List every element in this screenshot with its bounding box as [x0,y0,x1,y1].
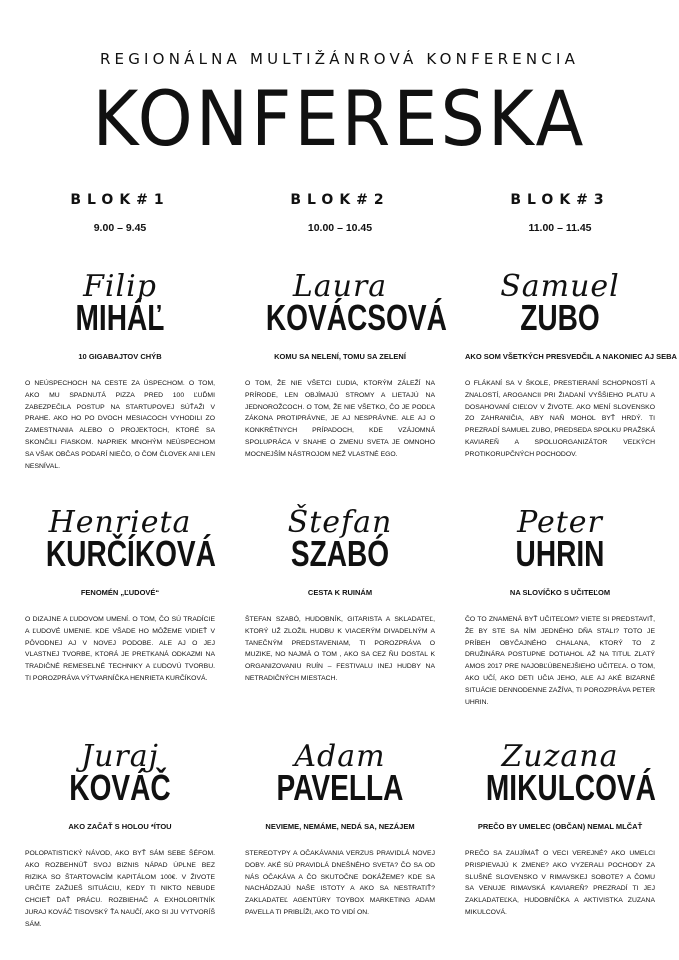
event-title: KONFERESKA [92,74,587,164]
block-label: BLOK#1 [70,192,170,208]
speaker-last-name: SZABÓ [290,533,390,574]
speaker-first-name: Juraj [81,739,159,774]
talk-description: O TOM, ŽE NIE VŠETCI ĽUDIA, KTORÝM ZÁLEŽÍ NA PRÍRODE, LEN OBJÍMAJÚ STROMY A LIETAJÚ NA JEDNOROŽCOCH. O TOM, ŽE NIE VŠETKO, ČO JE PODĽA ZÁKONA PROTIPRÁVNE, JE AJ NESPRÁVNE. ALE AJ O KONKRÉTNYCH PRÍPADOCH, KDE VZÁJOMNÁ SPOLUPRÁCA V SNAHE O ZMENU SVETA JE OMNOHO MOCNEJŠÍM NÁSTROJOM NEŽ VLASTNÉ EGO. [245,380,435,458]
speaker-zuzana-mikulcova [465,739,656,832]
talk-description: O DIZAJNE A ĽUDOVOM UMENÍ. O TOM, ČO SÚ TRADÍCIE A ĽUDOVÉ UMENIE. KDE VŠADE HO MÔŽEME VIDIEŤ V PÔVODNEJ AJ V NOVEJ PODOBE. ALE AJ O JEJ VLASTNEJ TVORBE, KTORÁ JE PRETKANÁ ODKAZMI NA TRADIČNÉ REMESELNÉ TECHNIKY A ĽUDOVÚ TVORBU. TI POROZPRÁVA VÝTVARNÍČKA HENRIETA KURČÍKOVÁ. [25,616,215,682]
talk-topic: AKO SOM VŠETKÝCH PRESVEDČIL A NAKONIEC AJ SEBA [465,352,677,361]
block-2-header [250,192,430,234]
speaker-last-name: MIKULCOVÁ [485,767,656,808]
speaker-first-name: Filip [83,269,157,304]
speaker-first-name: Štefan [287,505,393,540]
talk-topic: PREČO BY UMELEC (OBČAN) NEMAL MLČAŤ [477,822,643,831]
talk-description: ČO TO ZNAMENÁ BYŤ UČITEĽOM? VIETE SI PREDSTAVIŤ, ŽE BY STE SA NÍM JEDNÉHO DŇA STALI? TOTO JE PRÍBEH OBYČAJNÉHO CHALANA, KTORÝ TO Z DRUŽINÁRA POSTUPNE DOTIAHOL AŽ NA TITUL ZLATÝ AMOS 2017 PRE NAJOBĽÚBENEJŠIEHO UČITEĽA. O TOM, AKO UČÍ, AKO DETI UČIA JEHO, ALE AJ AKÉ BIZARNÉ SITUÁCIE DENNODENNE ZAŽÍVA, TI POROZPRÁVA PETER UHRIN. [465,616,655,706]
talk-topic: 10 GIGABAJTOV CHÝB [78,352,162,361]
speaker-last-name: MIHÁĽ [75,297,165,338]
event-subtitle: REGIONÁLNA MULTIŽÁNROVÁ KONFERENCIA [99,50,580,68]
speaker-first-name: Laura [292,269,388,304]
speaker-last-name: UHRIN [515,533,605,574]
speaker-last-name: KURČÍKOVÁ [45,533,216,574]
speaker-henrieta-kurcikova [25,505,216,598]
speaker-peter-uhrin [465,505,655,598]
speaker-first-name: Zuzana [501,739,619,774]
talk-topic: CESTA K RUINÁM [307,588,373,597]
talk-description: STEREOTYPY A OČAKÁVANIA VERZUS PRAVIDLÁ NOVEJ DOBY. AKÉ SÚ PRAVIDLÁ DNEŠNÉHO SVETA? ČO SA OD NÁS OČAKÁVA A ČO SKUTOČNE DOKÁŽEME? KDE SA NACHÁDZAJÚ NAŠE ISTOTY A AKO SA NESTRATIŤ? ZAKLADATEĽ AGENTÚRY TOYBOX MARKETING ADAM PAVELLA TI PRIBLÍŽI, AKO TO VIDÍ ON. [245,850,435,916]
talk-topic: NEVIEME, NEMÁME, NEDÁ SA, NEZÁJEM [265,822,415,831]
block-label: BLOK#3 [510,192,610,208]
talk-topic: NA SLOVÍČKO S UČITEĽOM [509,588,611,597]
talk-description: POLOPATISTICKÝ NÁVOD, AKO BYŤ SÁM SEBE ŠÉFOM. AKO ROZBEHNÚŤ SVOJ BIZNIS NÁPAD ÚPLNE BEZ RIZIKA SO ŠTARTOVACÍM KAPITÁLOM 100€. V ŽIVOTE URČITE ZAŽIJEŠ SITUÁCIU, KEDY TI NIKTO NEBUDE CHCIEŤ DAŤ PRÁCU. ROZBIEHAČ A EXHOLORITNÍK JURAJ KOVÁČ TISOVSKÝ ŤA NAUČÍ, AKO SI JU VYTVORÍŠ SÁM. [25,850,215,928]
speaker-last-name: KOVÁČ [69,767,171,808]
speaker-first-name: Adam [294,739,386,774]
speaker-adam-pavella [245,739,435,832]
talk-topic: FENOMÉN „ĽUDOVÉ“ [80,588,160,597]
talk-description: O NEÚSPECHOCH NA CESTE ZA ÚSPECHOM. O TOM, AKO MU SPADNUTÁ PIZZA PRED 100 ĽUĎMI ZABEZPEČILA POSTUP NA STARTUPOVEJ SÚŤAŽI V PRAHE. AKO HO PO DVOCH MESIACOCH VYHODILI ZO ZAMESTNANIA ALEBO O PROJEKTOCH, KTORÉ SA SKONČILI FIASKOM. NAPRIEK MNOHÝM NEÚSPECHOM SA VŠAK OBČAS PODARÍ NIEČO, O ČOM ČLOVEK ANI LEN NESNÍVAL. [25,380,215,470]
talk-topic: KOMU SA NELENÍ, TOMU SA ZELENÍ [274,352,406,361]
block-time: 11.00 – 11.45 [528,222,592,234]
block-3-header [470,192,650,234]
speaker-last-name: KOVÁCSOVÁ [265,297,447,338]
speaker-last-name: ZUBO [520,297,600,338]
block-label: BLOK#2 [290,192,390,208]
speaker-filip-mihal [25,269,215,362]
talk-topic: AKO ZAČAŤ S HOLOU *ÍTOU [68,822,172,831]
block-1-header [30,192,210,234]
speaker-samuel-zubo [465,269,677,362]
speaker-juraj-kovac [25,739,215,832]
talk-description: PREČO SA ZAUJÍMAŤ O VECI VEREJNÉ? AKO UMELCI PRISPIEVAJÚ K ZMENE? AKO VYZERALI POCHODY ZA SLUŠNÉ SLOVENSKO V RIMAVSKEJ SOBOTE? A ČOMU SA VENUJE RIMAVSKÁ KAVIAREŇ? PREZRADÍ TI JEJ ZAKLADATEĽKA, HUDOBNÍČKA A AKTIVISTKA ZUZANA MIKULCOVÁ. [465,850,655,916]
speaker-stefan-szabo [245,505,435,598]
speaker-first-name: Peter [517,505,603,540]
speaker-first-name: Henrieta [48,505,192,540]
block-time: 9.00 – 9.45 [93,222,147,234]
talk-description: O FLÁKANÍ SA V ŠKOLE, PRESTIERANÍ SCHOPNOSTÍ A ZNALOSTÍ, AROGANCII PRI ŽIADANÍ VYŠŠIEHO PLATU A DOSAHOVANÍ CIEĽOV V ŽIVOTE. AKO MENÍ SLOVENSKO ZO ZAHRANIČIA, ABY NAŇ MOHOL BYŤ HRDÝ. TI PREZRADÍ SAMUEL ZUBO, PREDSEDA SPOLKU PRAŽSKÁ KAVIAREŇ A SPOLUORGANIZÁTOR VEĽKÝCH PROTIKORUPČNÝCH POCHODOV. [465,380,655,458]
talk-description: ŠTEFAN SZABÓ, HUDOBNÍK, GITARISTA A SKLADATEĽ, KTORÝ UŽ ZLOŽIL HUDBU K VIACERÝM DIVADELNÝM A TANEČNÝM PREDSTAVENIAM, TI POROZPRÁVA O MUZIKE, NO NAJMÄ O TOM , AKO SA CEZ ŇU DOSTAL K ORGANIZOVANIU RUÍN – FESTIVALU INEJ HUDBY NA NETRADIČNÝCH MIESTACH. [245,616,435,682]
speaker-laura-kovacsova [245,269,447,362]
speaker-last-name: PAVELLA [276,767,404,808]
speaker-first-name: Samuel [500,269,620,304]
block-time: 10.00 – 10.45 [307,222,373,234]
